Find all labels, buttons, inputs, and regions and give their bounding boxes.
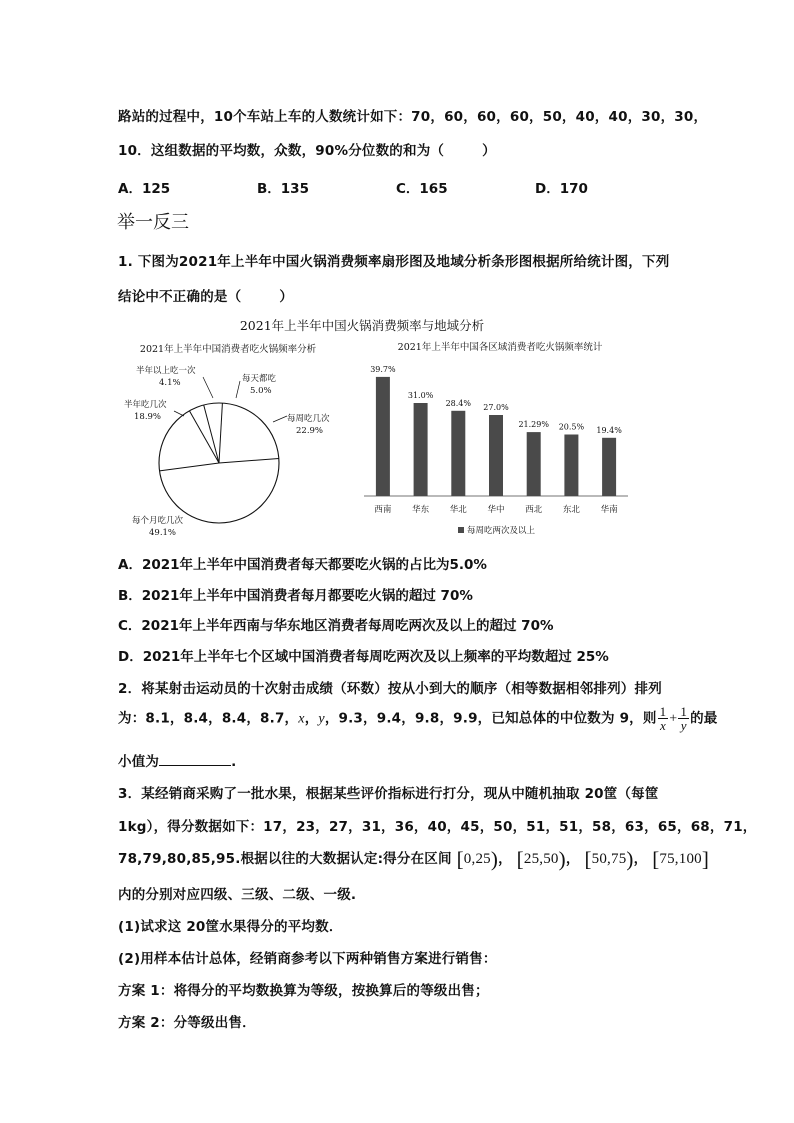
separator: ， bbox=[304, 710, 319, 727]
question-text: 结论中不正确的是（ bbox=[118, 289, 242, 305]
question-text-line bbox=[118, 285, 293, 305]
pie-label-val: 4.1% bbox=[159, 378, 181, 388]
var-x: x bbox=[298, 711, 305, 727]
bar-value-label: 20.5% bbox=[558, 422, 585, 432]
section-title: 举一反三 bbox=[117, 212, 189, 233]
figure-title: 2021年上半年中国火锅消费频率与地域分析 bbox=[239, 318, 485, 333]
question-text-line: 内的分别对应四级、三级、二级、一级. bbox=[118, 887, 357, 903]
bar-东北 bbox=[564, 435, 578, 497]
question-text-line: 路站的过程中，10个车站上车的人数统计如下：70，60，60，60，50，40，40，30，30， bbox=[118, 109, 708, 125]
bar-value-label: 19.4% bbox=[596, 425, 622, 435]
pie-label-cat: 每天都吃 bbox=[242, 374, 277, 384]
answer-blank[interactable] bbox=[159, 753, 231, 766]
question-text: 78,79,80,85,95.根据以往的大数据认定:得分在区间 bbox=[118, 851, 452, 867]
bar-华东 bbox=[414, 403, 428, 496]
pie-chart-title: 2021年上半年中国消费者吃火锅频率分析 bbox=[139, 344, 317, 355]
pie-leader-line bbox=[174, 411, 184, 416]
option-a[interactable]: A．2021年上半年中国消费者每天都要吃火锅的占比为5.0% bbox=[118, 557, 487, 573]
option-d[interactable]: D．170 bbox=[535, 181, 588, 197]
option-d[interactable]: D．2021年上半年七个区域中国消费者每周吃两次及以上频率的平均数超过 25% bbox=[118, 649, 609, 665]
hotpot-figure bbox=[0, 310, 794, 540]
question-text: 10．这组数据的平均数，众数，90%分位数的和为（ bbox=[118, 143, 445, 159]
plan-2: 方案 2：分等级出售． bbox=[118, 1015, 256, 1031]
question-text: ，9.3，9.4，9.8，9.9，已知总体的中位数为 9，则 bbox=[324, 710, 657, 727]
option-b[interactable]: B．2021年上半年中国消费者每月都要吃火锅的超过 70% bbox=[118, 588, 473, 604]
question-text: . bbox=[231, 754, 237, 770]
bar-category-label: 西南 bbox=[374, 505, 392, 515]
question-paren: ） bbox=[482, 143, 496, 159]
bar-chart-title: 2021年上半年中国各区域消费者吃火锅频率统计 bbox=[397, 342, 603, 353]
question-text-line bbox=[118, 705, 718, 732]
bar-category-label: 华北 bbox=[449, 505, 467, 515]
bar-category-label: 华南 bbox=[600, 505, 618, 515]
option-b[interactable]: B．135 bbox=[257, 181, 309, 197]
pie-label-val: 18.9% bbox=[134, 412, 162, 422]
interval-1: [0,25) bbox=[456, 847, 499, 871]
bar-华中 bbox=[489, 415, 503, 496]
option-a[interactable]: A．125 bbox=[118, 181, 171, 197]
question-text-line bbox=[118, 139, 496, 159]
option-c[interactable]: C．2021年上半年西南与华东地区消费者每周吃两次及以上的超过 70% bbox=[118, 618, 554, 634]
question-text-line: 3．某经销商采购了一批水果，根据某些评价指标进行打分，现从中随机抽取 20筐（每筐 bbox=[118, 786, 659, 802]
pie-label-val: 49.1% bbox=[149, 528, 177, 538]
pie-label-cat: 半年吃几次 bbox=[124, 400, 167, 410]
question-text-line: 1. 下图为2021年上半年中国火锅消费频率扇形图及地域分析条形图根据所给统计图，下列 bbox=[118, 254, 670, 270]
option-c[interactable]: C．165 bbox=[396, 181, 448, 197]
pie-chart bbox=[159, 403, 279, 523]
bar-value-label: 21.29% bbox=[518, 420, 549, 430]
bar-value-label: 27.0% bbox=[483, 403, 509, 412]
var-y: y bbox=[318, 711, 325, 727]
interval-4: [75,100] bbox=[652, 847, 710, 871]
fraction-1-over-x: $\frac{1}{x}$ bbox=[659, 704, 667, 733]
bar-西南 bbox=[376, 377, 390, 496]
question-text-line: 2．将某射击运动员的十次射击成绩（环数）按从小到大的顺序（相等数据相邻排列）排列 bbox=[118, 681, 662, 697]
bar-chart bbox=[364, 365, 628, 515]
bar-西北 bbox=[527, 432, 541, 496]
pie-label-val: 22.9% bbox=[296, 426, 324, 436]
bar-value-label: 31.0% bbox=[407, 391, 434, 400]
pie-leader-line bbox=[273, 416, 287, 422]
sub-question-1: (1)试求这 20筐水果得分的平均数． bbox=[118, 919, 343, 935]
bar-category-label: 华中 bbox=[487, 505, 505, 515]
pie-leader-line bbox=[203, 377, 213, 398]
plan-1: 方案 1：将得分的平均数换算为等级，按换算后的等级出售； bbox=[118, 983, 489, 999]
bar-category-label: 华东 bbox=[412, 505, 430, 515]
bar-华南 bbox=[602, 438, 616, 496]
bar-category-label: 西北 bbox=[525, 505, 543, 515]
interval-2: [25,50) bbox=[516, 847, 566, 871]
pie-label-val: 5.0% bbox=[250, 386, 272, 396]
question-text-line: 1kg），得分数据如下：17，23，27，31，36，40，45，50，51，51，58，63，65，68，71， bbox=[118, 819, 757, 835]
question-text: 小值为 bbox=[118, 754, 160, 770]
pie-label-cat: 半年以上吃一次 bbox=[136, 366, 196, 376]
bar-category-label: 东北 bbox=[562, 505, 580, 515]
bar-value-label: 28.4% bbox=[445, 398, 472, 408]
plus-sign: + bbox=[669, 711, 678, 727]
sub-question-2: (2)用样本估计总体，经销商参考以下两种销售方案进行销售： bbox=[118, 951, 497, 967]
bar-value-label: 39.7% bbox=[370, 364, 396, 374]
question-text: 的最 bbox=[690, 710, 718, 727]
question-paren: ） bbox=[279, 289, 294, 305]
fraction-1-over-y: $\frac{1}{y}$ bbox=[680, 704, 688, 733]
bar-legend-swatch bbox=[458, 527, 464, 533]
pie-label-cat: 每个月吃几次 bbox=[132, 516, 184, 526]
bar-legend-label: 每周吃两次及以上 bbox=[467, 526, 536, 536]
question-text: 为：8.1，8.4，8.4，8.7， bbox=[118, 710, 299, 727]
interval-3: [50,75) bbox=[584, 847, 634, 871]
pie-leader-line bbox=[236, 381, 240, 398]
bar-华北 bbox=[451, 411, 465, 496]
question-text-line: 78,79,80,85,95.根据以往的大数据认定:得分在区间 [0,25)， [25,50)， [50,75)， [75,100] bbox=[118, 847, 710, 871]
question-text-line bbox=[118, 750, 236, 770]
pie-label-cat: 每周吃几次 bbox=[287, 414, 330, 424]
